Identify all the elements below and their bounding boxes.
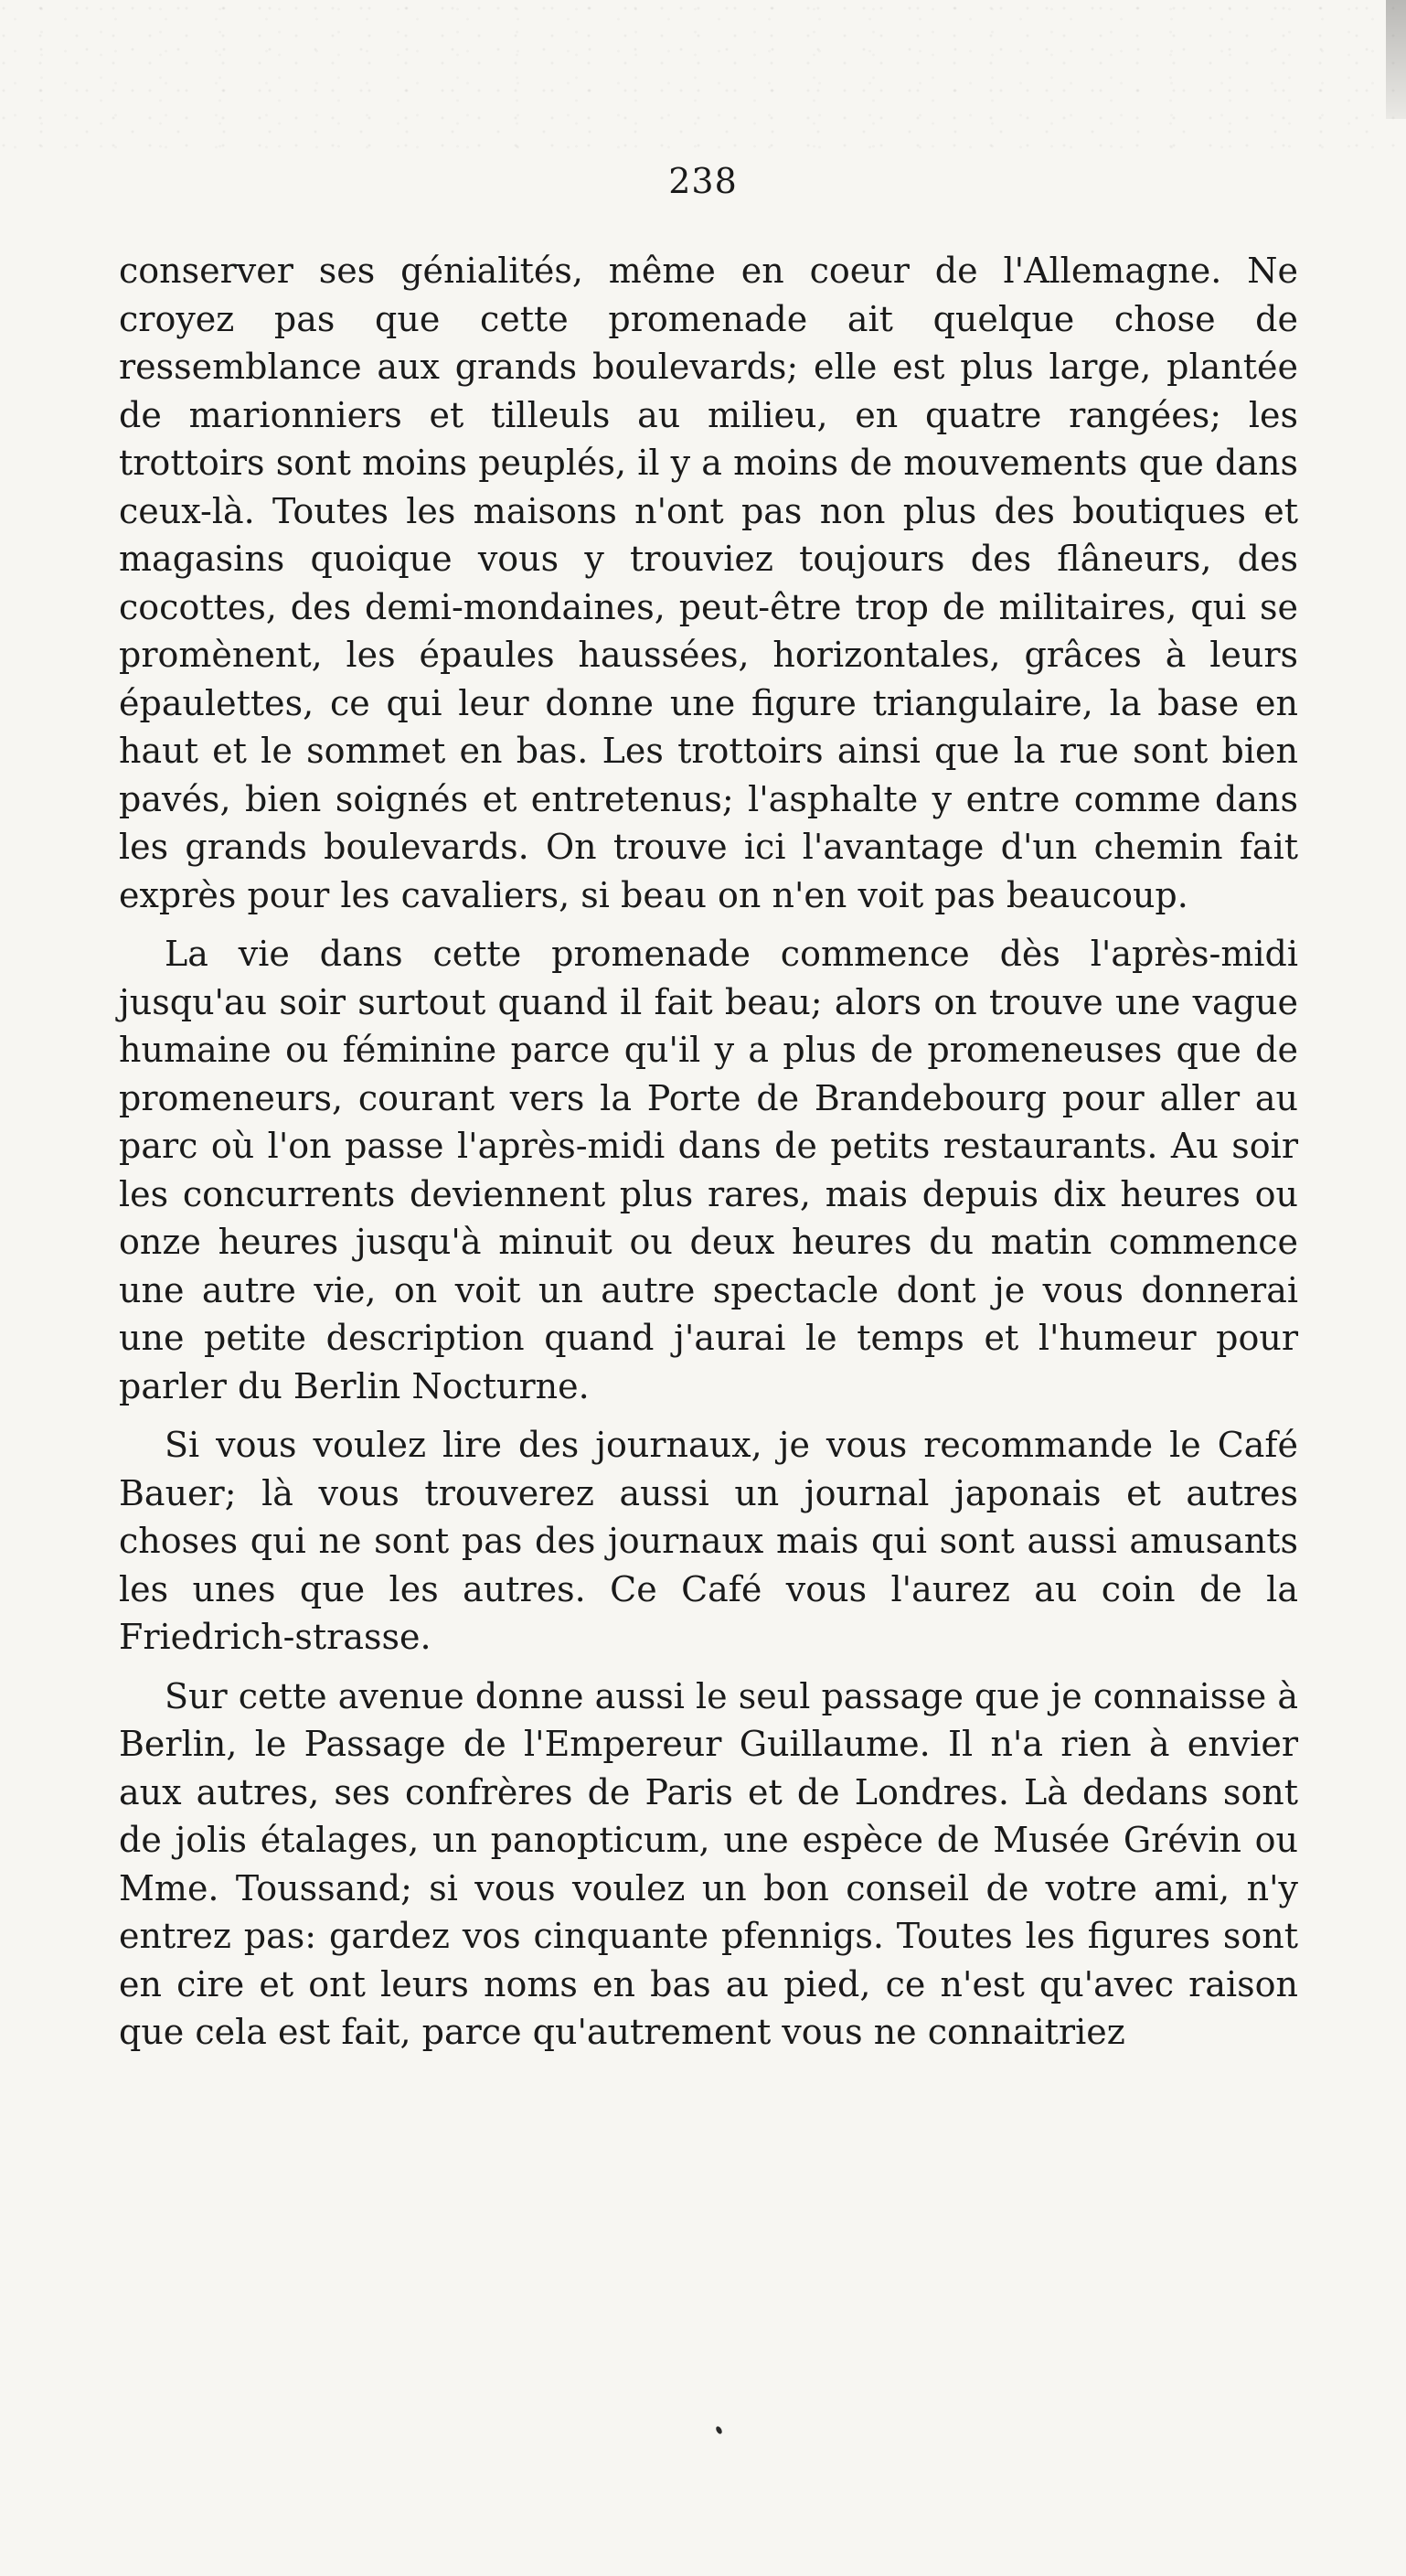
scan-noise	[0, 0, 1406, 155]
page-number: 238	[668, 161, 738, 201]
paragraph-1: conserver ses génialités, même en coeur de l'Allemagne. Ne croyez pas que cette promenade ait quelque chose de ressemblance aux grands boulevards; elle est plus large, plantée de marionniers et tilleuls au milieu, en quatre rangées; les trottoirs sont moins peuplés, il y a moins de mouvements que dans ceux-là. Toutes les maisons n'ont pas non plus des boutiques et magasins quoique vous y trouviez toujours des flâneurs, des cocottes, des demi-mondaines, peut-être trop de militaires, qui se promènent, les épaules haussées, horizontales, grâces à leurs épaulettes, ce qui leur donne une figure triangulaire, la base en haut et le sommet en bas. Les trottoirs ainsi que la rue sont bien pavés, bien soignés et entretenus; l'asphalte y entre comme dans les grands boulevards. On trouve ici l'avantage d'un chemin fait exprès pour les cavaliers, si beau on n'en voit pas beaucoup.	[119, 251, 1298, 915]
stray-ink-mark	[715, 2425, 723, 2434]
paragraph-2: La vie dans cette promenade commence dès l'après-midi jusqu'au soir surtout quand il fait beau; alors on trouve une vague humaine ou féminine parce qu'il y a plus de promeneuses que de promeneurs, courant vers la Porte de Brandebourg pour aller au parc où l'on passe l'après-midi dans de petits restaurants. Au soir les concurrents deviennent plus rares, mais depuis dix heures ou onze heures jusqu'à minuit ou deux heures du matin commence une autre vie, on voit un autre spectacle dont je vous donnerai une petite description quand j'aurai le temps et l'humeur pour parler du Berlin Nocturne.	[119, 934, 1298, 1406]
paragraph-3: Si vous voulez lire des journaux, je vous recommande le Café Bauer; là vous trouverez aussi un journal japonais et autres choses qui ne sont pas des journaux mais qui sont aussi amusants les unes que les autres. Ce Café vous l'aurez au coin de la Friedrich-strasse.	[119, 1425, 1298, 1657]
paragraph-4: Sur cette avenue donne aussi le seul passage que je connaisse à Berlin, le Passage de l'Empereur Guillaume. Il n'a rien à envier aux autres, ses confrères de Paris et de Londres. Là dedans sont de jolis étalages, un panopticum, une espèce de Musée Grévin ou Mme. Toussand; si vous voulez un bon conseil de votre ami, n'y entrez pas: gardez vos cinquante pfennigs. Toutes les figures sont en cire et ont leurs noms en bas au pied, ce n'est qu'avec raison que cela est fait, parce qu'autrement vous ne connaitriez	[119, 1675, 1298, 2052]
page-body	[119, 247, 1298, 2057]
scan-edge-shadow	[1386, 0, 1406, 119]
